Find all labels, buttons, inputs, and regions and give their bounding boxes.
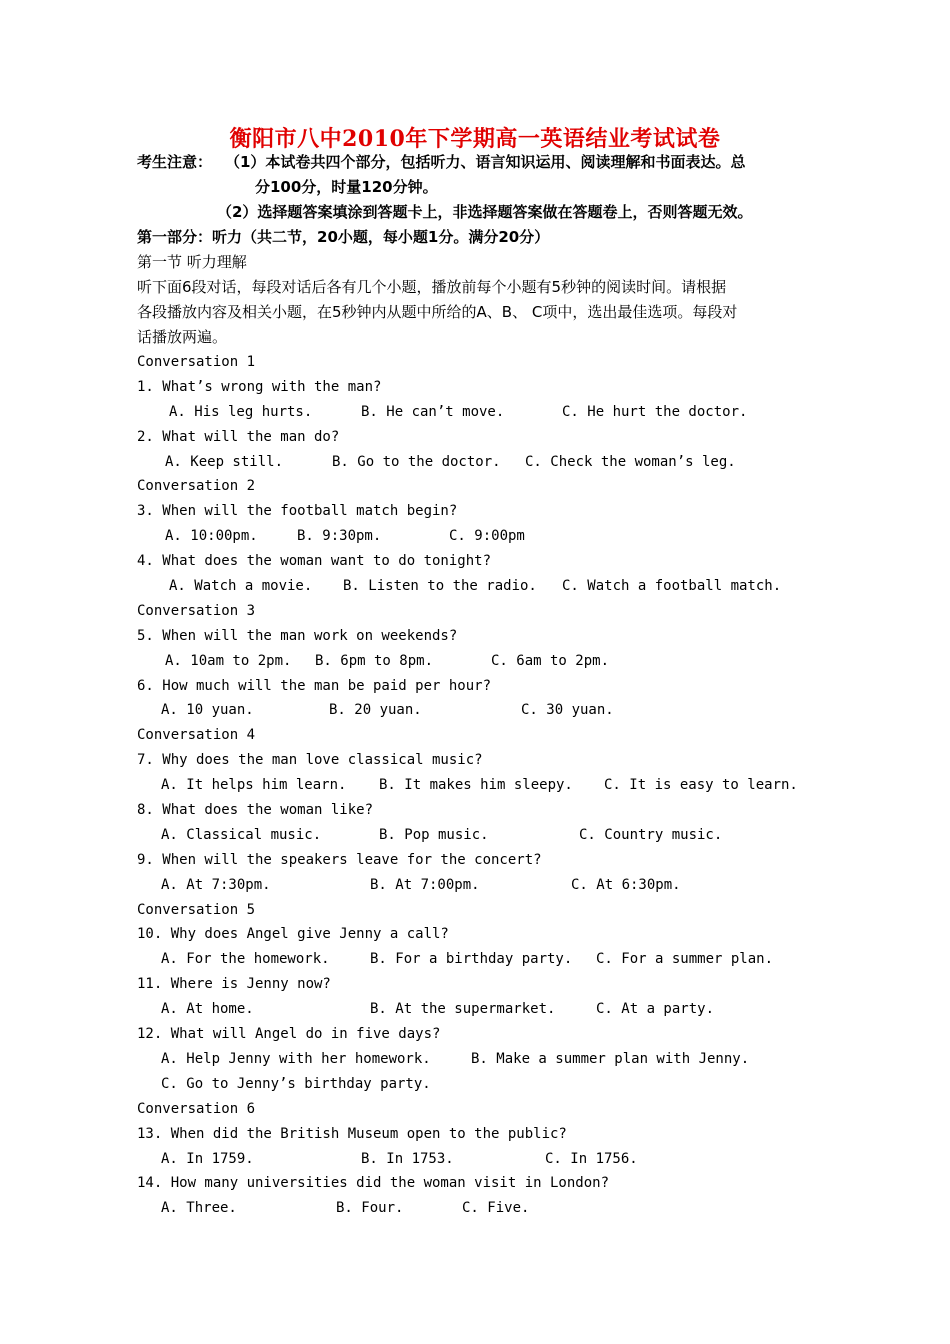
conversation-heading: Conversation 1 (137, 354, 256, 370)
answer-option: C. He hurt the doctor. (562, 403, 748, 420)
question-stem: 2. What will the man do? (137, 428, 340, 445)
answer-option: B. 9:30pm. (297, 528, 382, 545)
page-title: 衡阳市八中2010年下学期高一英语结业考试试卷 (229, 126, 721, 152)
conversation-heading: Conversation 4 (137, 727, 256, 744)
question-stem: 4. What does the woman want to do tonight? (137, 553, 492, 570)
answer-option: A. For the homework. (161, 951, 330, 968)
answer-option: C. 9:00pm (449, 528, 525, 545)
answer-option: C. It is easy to learn. (604, 777, 798, 794)
answer-option: A. Three. (161, 1200, 237, 1217)
conversation-heading: Conversation 2 (137, 478, 256, 495)
notice-line-1: （1）本试卷共四个部分，包括听力、语言知识运用、阅读理解和书面表达。总 (225, 153, 746, 171)
options-row (137, 823, 837, 848)
answer-option: A. 10 yuan. (161, 702, 254, 719)
options-row (137, 524, 837, 549)
instruction-line: 话播放两遍。 (137, 328, 228, 346)
answer-option: B. He can’t move. (361, 403, 505, 420)
question-stem: 12. What will Angel do in five days? (137, 1026, 441, 1043)
instruction-line: 各段播放内容及相关小题，在5秒钟内从题中所给的A、B、 C项中，选出最佳选项。每段对 (137, 303, 738, 321)
answer-option: B. It makes him sleepy. (379, 777, 573, 794)
answer-option: A. His leg hurts. (169, 403, 313, 420)
options-row (137, 873, 837, 898)
answer-option: C. Check the woman’s leg. (525, 453, 736, 470)
question-stem: 9. When will the speakers leave for the concert? (137, 851, 542, 868)
answer-option: A. 10:00pm. (165, 528, 258, 545)
answer-option: C. Go to Jenny’s birthday party. (161, 1075, 431, 1092)
answer-option: C. In 1756. (545, 1150, 638, 1167)
answer-option: C. At 6:30pm. (571, 876, 681, 893)
section1-title: 第一节 听力理解 (137, 253, 247, 271)
question-stem: 13. When did the British Museum open to the public? (137, 1125, 567, 1142)
answer-option: B. For a birthday party. (370, 951, 573, 968)
options-row (137, 1072, 837, 1097)
answer-option: C. For a summer plan. (596, 951, 774, 968)
options-row (137, 997, 837, 1022)
answer-option: C. 6am to 2pm. (491, 652, 610, 669)
options-row (137, 698, 837, 723)
answer-option: B. In 1753. (361, 1150, 454, 1167)
question-stem: 7. Why does the man love classical music? (137, 752, 483, 769)
answer-option: C. 30 yuan. (521, 702, 614, 719)
answer-option: A. It helps him learn. (161, 777, 347, 794)
answer-option: A. In 1759. (161, 1150, 254, 1167)
question-stem: 3. When will the football match begin? (137, 503, 458, 520)
instruction-line: 听下面6段对话，每段对话后各有几个小题，播放前每个小题有5秒钟的阅读时间。请根据 (137, 278, 727, 296)
options-row (137, 1196, 837, 1221)
answer-option: B. Go to the doctor. (332, 453, 501, 470)
answer-option: B. Make a summer plan with Jenny. (471, 1050, 750, 1067)
question-stem: 10. Why does Angel give Jenny a call? (137, 926, 449, 943)
options-row (137, 773, 837, 798)
question-stem: 5. When will the man work on weekends? (137, 627, 458, 644)
part1-heading: 第一部分：听力（共二节，20小题，每小题1分。满分20分） (137, 228, 550, 246)
instructions-block (137, 250, 822, 350)
question-stem: 8. What does the woman like? (137, 802, 374, 819)
options-row (137, 1147, 837, 1172)
options-row (137, 1047, 837, 1072)
listening-questions (137, 350, 837, 1221)
answer-option: B. 6pm to 8pm. (315, 652, 434, 669)
options-row (137, 400, 837, 425)
answer-option: A. At 7:30pm. (161, 876, 271, 893)
answer-option: A. Help Jenny with her homework. (161, 1050, 431, 1067)
options-row (137, 947, 837, 972)
answer-option: A. Watch a movie. (169, 578, 313, 595)
answer-option: A. 10am to 2pm. (165, 652, 292, 669)
answer-option: C. At a party. (596, 1001, 715, 1018)
notice-line-2: 分100分，时量120分钟。 (255, 178, 438, 196)
notice-label: 考生注意： (137, 153, 213, 171)
answer-option: B. Pop music. (379, 826, 489, 843)
answer-option: B. 20 yuan. (329, 702, 422, 719)
answer-option: A. Classical music. (161, 826, 322, 843)
answer-option: C. Five. (462, 1200, 530, 1217)
conversation-heading: Conversation 5 (137, 901, 256, 918)
exam-notice (137, 150, 827, 225)
conversation-heading: Conversation 3 (137, 602, 256, 619)
question-stem: 6. How much will the man be paid per hour? (137, 677, 492, 694)
question-stem: 1. What’s wrong with the man? (137, 378, 382, 395)
options-row (137, 649, 837, 674)
answer-option: B. At the supermarket. (370, 1001, 556, 1018)
options-row (137, 574, 837, 599)
answer-option: B. At 7:00pm. (370, 876, 480, 893)
answer-option: A. Keep still. (165, 453, 284, 470)
conversation-heading: Conversation 6 (137, 1100, 256, 1117)
answer-option: B. Four. (336, 1200, 404, 1217)
question-stem: 14. How many universities did the woman visit in London? (137, 1175, 610, 1192)
answer-option: C. Country music. (579, 826, 723, 843)
options-row (137, 450, 837, 475)
answer-option: A. At home. (161, 1001, 254, 1018)
answer-option: C. Watch a football match. (562, 578, 782, 595)
answer-option: B. Listen to the radio. (343, 578, 537, 595)
notice-line-3: （2）选择题答案填涂到答题卡上，非选择题答案做在答题卷上，否则答题无效。 (217, 203, 753, 221)
question-stem: 11. Where is Jenny now? (137, 976, 331, 993)
